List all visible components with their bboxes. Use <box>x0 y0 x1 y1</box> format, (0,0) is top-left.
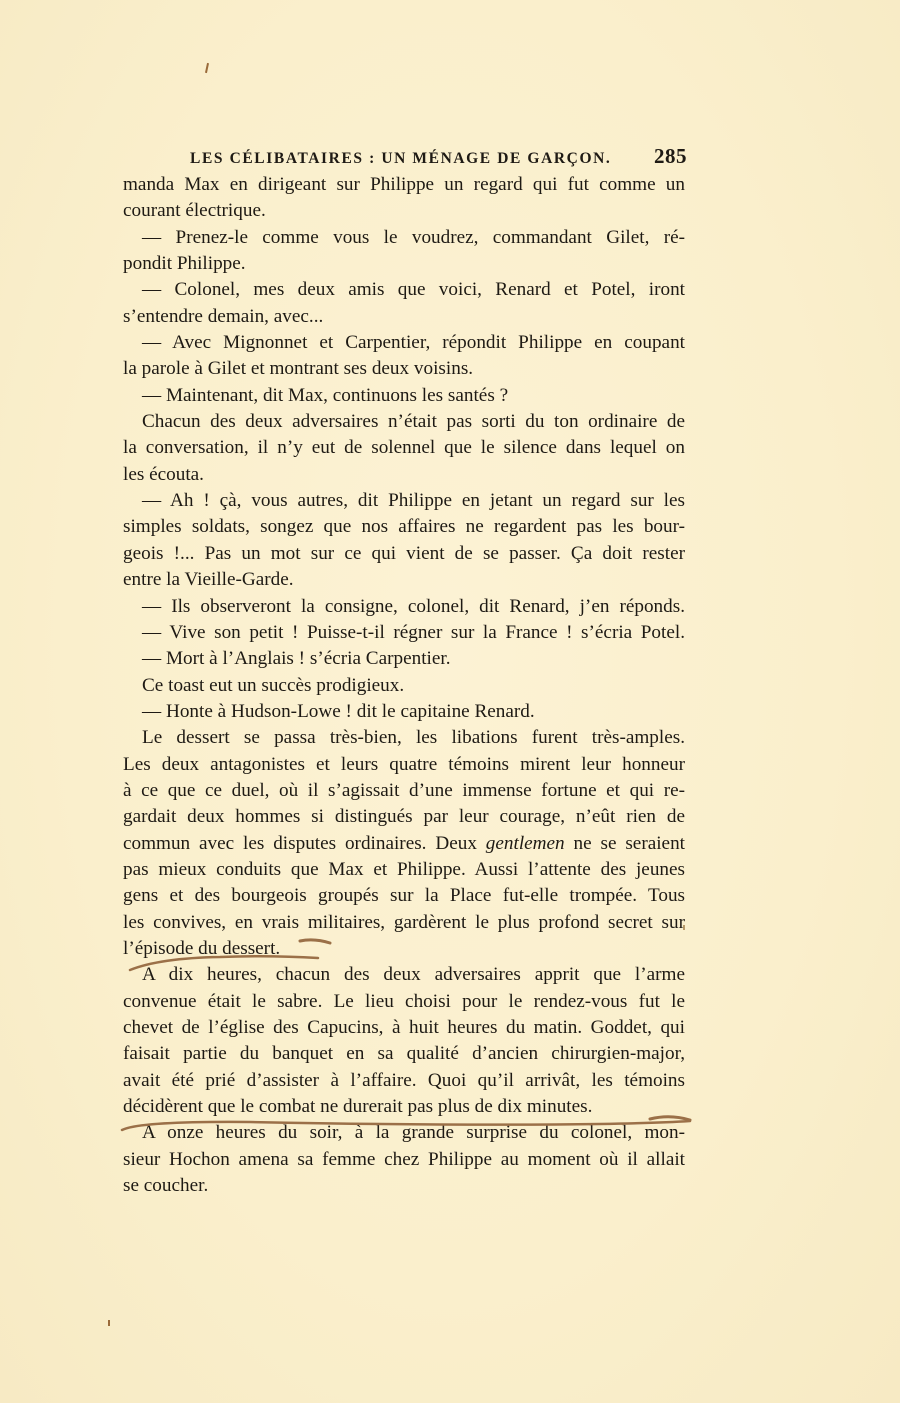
text-line: — Honte à Hudson-Lowe ! dit le capitaine Renard. <box>142 700 535 722</box>
text-line: gens et des bourgeois groupés sur la Place fut-elle trompée. Tous <box>123 885 685 907</box>
text-line: — Mort à l’Anglais ! s’écria Carpentier. <box>142 648 451 670</box>
running-title: LES CÉLIBATAIRES : UN MÉNAGE DE GARÇON. <box>190 150 612 167</box>
text-line: — Prenez-le comme vous le voudrez, commandant Gilet, ré- <box>142 226 685 248</box>
text-line: sieur Hochon amena sa femme chez Philippe au moment où il allait <box>123 1148 685 1170</box>
ink-speck <box>205 63 209 73</box>
text-line: pas mieux conduits que Max et Philippe. Aussi l’attente des jeunes <box>123 858 685 880</box>
text-line: à ce que ce duel, où il s’agissait d’une immense fortune et qui re- <box>123 779 685 801</box>
text-line: avait été prié d’assister à l’affaire. Quoi qu’il arrivât, les témoins <box>123 1069 685 1091</box>
text-segment: ne se seraient <box>564 832 685 854</box>
text-line: l’épisode du dessert. <box>123 937 281 959</box>
page-number: 285 <box>654 144 687 168</box>
text-line: gardait deux hommes si distingués par leur courage, n’eût rien de <box>123 806 685 828</box>
text-line: la parole à Gilet et montrant ses deux voisins. <box>123 358 474 380</box>
text-line: Le dessert se passa très-bien, les libations furent très-amples. <box>142 727 685 749</box>
text-line: — Colonel, mes deux amis que voici, Renard et Potel, iront <box>142 279 685 301</box>
text-line: convenue était le sabre. Le lieu choisi pour le rendez-vous fut le <box>123 990 685 1012</box>
text-line: simples soldats, songez que nos affaires ne regardent pas les bour- <box>123 516 685 538</box>
running-head <box>190 144 687 169</box>
text-line: entre la Vieille-Garde. <box>123 569 294 591</box>
text-line: courant électrique. <box>123 200 266 222</box>
ink-speck <box>108 1320 110 1326</box>
text-line: se coucher. <box>123 1175 209 1197</box>
text-line: — Avec Mignonnet et Carpentier, répondit Philippe en coupant <box>142 332 685 354</box>
italic-word: gentlemen <box>485 832 565 854</box>
text-line: manda Max en dirigeant sur Philippe un regard qui fut comme un <box>123 174 685 195</box>
text-line: les convives, en vrais militaires, gardèrent le plus profond secret sur <box>123 911 685 933</box>
text-line: Chacun des deux adversaires n’était pas sorti du ton ordinaire de <box>142 411 685 433</box>
body-text <box>123 172 685 1199</box>
text-line: A dix heures, chacun des deux adversaires apprit que l’arme <box>142 964 685 986</box>
text-segment: commun avec les disputes ordinaires. Deux <box>123 832 486 854</box>
text-line: geois !... Pas un mot sur ce qui vient de se passer. Ça doit rester <box>123 542 685 564</box>
text-line: A onze heures du soir, à la grande surprise du colonel, mon- <box>142 1122 685 1144</box>
text-line: — Ah ! çà, vous autres, dit Philippe en jetant un regard sur les <box>142 490 685 512</box>
text-line: les écouta. <box>123 463 204 485</box>
text-line: la conversation, il n’y eut de solennel que le silence dans lequel on <box>123 437 685 459</box>
text-line: s’entendre demain, avec... <box>123 305 324 327</box>
text-line <box>123 831 685 857</box>
text-line: — Vive son petit ! Puisse-t-il régner sur la France ! s’écria Potel. <box>142 621 685 643</box>
text-line: chevet de l’église des Capucins, à huit heures du matin. Goddet, qui <box>123 1017 685 1038</box>
text-line: décidèrent que le combat ne durerait pas plus de dix minutes. <box>123 1096 593 1118</box>
text-line: faisait partie du banquet en sa qualité d’ancien chirurgien-major, <box>123 1043 685 1065</box>
text-line: pondit Philippe. <box>123 253 246 275</box>
text-line: Les deux antagonistes et leurs quatre témoins mirent leur honneur <box>123 753 685 775</box>
text-line: Ce toast eut un succès prodigieux. <box>142 674 405 696</box>
text-line: — Ils observeront la consigne, colonel, dit Renard, j’en réponds. <box>142 595 685 617</box>
text-line: — Maintenant, dit Max, continuons les santés ? <box>142 384 509 406</box>
